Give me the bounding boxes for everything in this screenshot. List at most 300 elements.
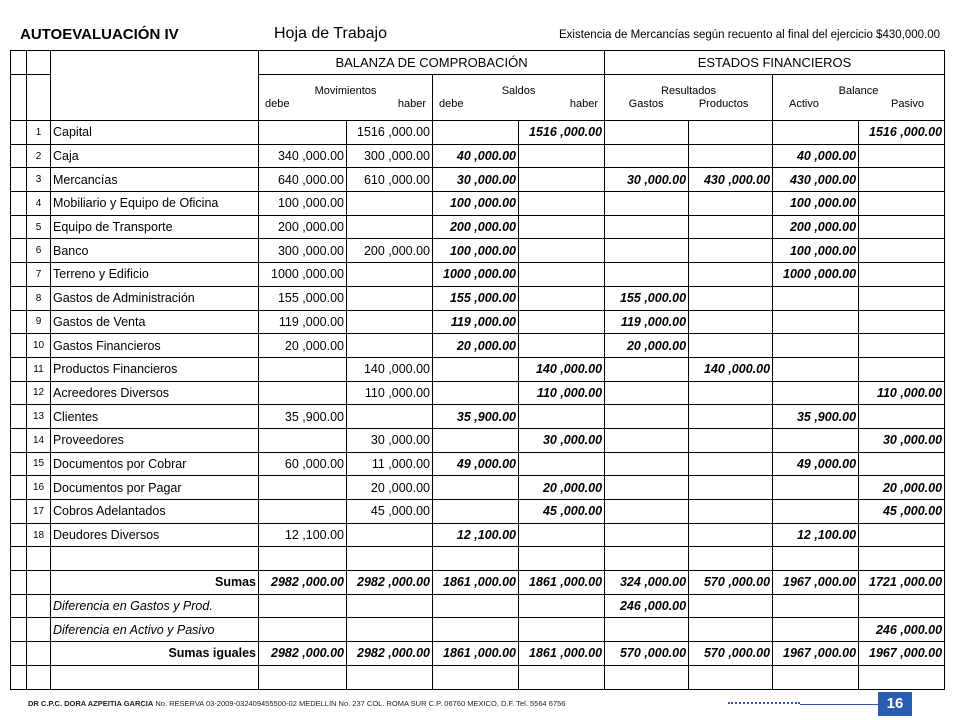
footer-text <box>28 699 565 708</box>
saldo-haber-cell <box>519 594 605 618</box>
saldo-debe-cell <box>433 594 519 618</box>
gastos-cell <box>605 500 689 524</box>
activo-cell <box>773 594 859 618</box>
gastos-cell <box>605 192 689 216</box>
account-name: Clientes <box>51 405 259 429</box>
blank-cell <box>519 665 605 689</box>
saldo-debe-cell <box>433 500 519 524</box>
blank-cell <box>11 381 27 405</box>
haber-label: haber <box>569 97 599 110</box>
saldo-haber-cell: 1861 ,000.00 <box>519 642 605 666</box>
productos-cell <box>689 381 773 405</box>
blank-cell <box>27 642 51 666</box>
blank-cell <box>605 547 689 571</box>
diferencia-ap-row <box>11 618 945 642</box>
mov-haber-cell: 1516 ,000.00 <box>347 121 433 145</box>
activo-cell <box>773 381 859 405</box>
pasivo-cell <box>859 263 945 287</box>
pasivo-cell: 110 ,000.00 <box>859 381 945 405</box>
mov-haber-cell <box>347 215 433 239</box>
activo-cell <box>773 476 859 500</box>
activo-cell: 100 ,000.00 <box>773 192 859 216</box>
pasivo-cell <box>859 452 945 476</box>
account-name: Productos Financieros <box>51 357 259 381</box>
activo-cell: 100 ,000.00 <box>773 239 859 263</box>
inventory-note: Existencia de Mercancías según recuento al final del ejercicio $430,000.00 <box>558 29 940 41</box>
saldo-debe-cell: 30 ,000.00 <box>433 168 519 192</box>
blank-cell <box>11 310 27 334</box>
row-number: 4 <box>27 192 51 216</box>
pasivo-label: Pasivo <box>891 97 925 110</box>
blank-cell <box>11 476 27 500</box>
row-number: 14 <box>27 428 51 452</box>
diferencia-gp-row <box>11 594 945 618</box>
haber-label: haber <box>397 97 426 110</box>
gastos-cell <box>605 618 689 642</box>
mov-haber-cell: 610 ,000.00 <box>347 168 433 192</box>
mov-haber-cell: 300 ,000.00 <box>347 144 433 168</box>
pasivo-cell: 1516 ,000.00 <box>859 121 945 145</box>
gastos-cell <box>605 405 689 429</box>
productos-cell <box>689 500 773 524</box>
table-row <box>11 215 945 239</box>
table-row <box>11 286 945 310</box>
table-row <box>11 452 945 476</box>
blank-cell <box>773 547 859 571</box>
gastos-cell <box>605 476 689 500</box>
activo-cell <box>773 357 859 381</box>
blank-cell <box>51 665 259 689</box>
pasivo-cell <box>859 310 945 334</box>
mov-debe-cell <box>259 594 347 618</box>
productos-cell <box>689 239 773 263</box>
saldo-debe-cell <box>433 428 519 452</box>
account-name: Gastos de Administración <box>51 286 259 310</box>
mov-haber-cell: 11 ,000.00 <box>347 452 433 476</box>
blank-cell <box>51 51 259 75</box>
productos-cell <box>689 594 773 618</box>
row-number: 1 <box>27 121 51 145</box>
saldo-debe-cell: 100 ,000.00 <box>433 192 519 216</box>
blank-cell <box>11 618 27 642</box>
account-name: Gastos de Venta <box>51 310 259 334</box>
mov-haber-cell: 110 ,000.00 <box>347 381 433 405</box>
productos-cell: 570 ,000.00 <box>689 571 773 595</box>
row-number: 10 <box>27 334 51 358</box>
mov-haber-cell: 30 ,000.00 <box>347 428 433 452</box>
pasivo-cell: 1967 ,000.00 <box>859 642 945 666</box>
gastos-cell: 119 ,000.00 <box>605 310 689 334</box>
productos-cell: 570 ,000.00 <box>689 642 773 666</box>
blank-cell <box>27 547 51 571</box>
activo-label: Activo <box>789 97 819 110</box>
saldo-haber-cell <box>519 452 605 476</box>
saldo-debe-cell: 35 ,900.00 <box>433 405 519 429</box>
productos-cell <box>689 286 773 310</box>
balance-label: Balance <box>838 84 879 97</box>
pasivo-cell <box>859 594 945 618</box>
saldo-haber-cell: 110 ,000.00 <box>519 381 605 405</box>
blank-cell <box>51 75 259 121</box>
blank-cell <box>689 665 773 689</box>
table-row <box>11 500 945 524</box>
productos-cell <box>689 476 773 500</box>
table-row <box>11 263 945 287</box>
row-number: 3 <box>27 168 51 192</box>
account-name: Gastos Financieros <box>51 334 259 358</box>
mov-debe-cell: 2982 ,000.00 <box>259 571 347 595</box>
blank-cell <box>51 547 259 571</box>
mov-debe-cell: 119 ,000.00 <box>259 310 347 334</box>
saldo-haber-cell <box>519 144 605 168</box>
blank-cell <box>11 405 27 429</box>
pasivo-cell: 246 ,000.00 <box>859 618 945 642</box>
table-row <box>11 310 945 334</box>
saldo-haber-cell <box>519 263 605 287</box>
mov-debe-cell <box>259 500 347 524</box>
blank-cell <box>11 334 27 358</box>
pasivo-cell <box>859 523 945 547</box>
gastos-cell: 30 ,000.00 <box>605 168 689 192</box>
productos-cell <box>689 405 773 429</box>
row-number: 13 <box>27 405 51 429</box>
saldo-haber-cell <box>519 334 605 358</box>
row-number: 12 <box>27 381 51 405</box>
blank-cell <box>11 547 27 571</box>
sumas-iguales-label: Sumas iguales <box>51 642 259 666</box>
worksheet-table <box>10 50 945 690</box>
row-number: 6 <box>27 239 51 263</box>
saldo-debe-cell: 49 ,000.00 <box>433 452 519 476</box>
gastos-cell: 155 ,000.00 <box>605 286 689 310</box>
pasivo-cell <box>859 144 945 168</box>
mov-haber-cell <box>347 192 433 216</box>
blank-cell <box>11 357 27 381</box>
row-number: 7 <box>27 263 51 287</box>
resultados-label: Resultados <box>661 84 717 97</box>
mov-haber-cell: 2982 ,000.00 <box>347 642 433 666</box>
pasivo-cell: 1721 ,000.00 <box>859 571 945 595</box>
mov-haber-cell: 45 ,000.00 <box>347 500 433 524</box>
row-number: 8 <box>27 286 51 310</box>
blank-row <box>11 547 945 571</box>
blank-cell <box>605 665 689 689</box>
saldo-haber-cell <box>519 192 605 216</box>
row-number: 18 <box>27 523 51 547</box>
blank-cell <box>433 665 519 689</box>
movimientos-header <box>259 75 433 121</box>
blank-cell <box>259 547 347 571</box>
row-number: 5 <box>27 215 51 239</box>
saldo-haber-cell <box>519 168 605 192</box>
productos-cell <box>689 523 773 547</box>
table-row <box>11 357 945 381</box>
gastos-cell <box>605 215 689 239</box>
blank-cell <box>11 51 27 75</box>
gastos-label: Gastos <box>628 97 664 110</box>
account-name: Cobros Adelantados <box>51 500 259 524</box>
pasivo-cell <box>859 405 945 429</box>
activo-cell: 200 ,000.00 <box>773 215 859 239</box>
header-row-2 <box>11 75 945 121</box>
blank-cell <box>11 121 27 145</box>
table-row <box>11 192 945 216</box>
table-row <box>11 476 945 500</box>
productos-label: Productos <box>698 97 749 110</box>
blank-cell <box>11 239 27 263</box>
table-row <box>11 428 945 452</box>
gastos-cell: 324 ,000.00 <box>605 571 689 595</box>
productos-cell: 430 ,000.00 <box>689 168 773 192</box>
saldo-haber-cell: 1861 ,000.00 <box>519 571 605 595</box>
mov-debe-cell <box>259 428 347 452</box>
account-name: Mercancías <box>51 168 259 192</box>
saldo-haber-cell <box>519 310 605 334</box>
blank-cell <box>347 665 433 689</box>
mov-haber-cell: 140 ,000.00 <box>347 357 433 381</box>
activo-cell: 35 ,900.00 <box>773 405 859 429</box>
mov-haber-cell <box>347 310 433 334</box>
activo-cell: 430 ,000.00 <box>773 168 859 192</box>
saldo-haber-cell: 45 ,000.00 <box>519 500 605 524</box>
saldo-debe-cell <box>433 381 519 405</box>
productos-cell <box>689 310 773 334</box>
blank-cell <box>689 547 773 571</box>
activo-cell <box>773 310 859 334</box>
gastos-cell <box>605 381 689 405</box>
gastos-cell <box>605 121 689 145</box>
gastos-cell <box>605 523 689 547</box>
table-row <box>11 168 945 192</box>
mov-debe-cell: 200 ,000.00 <box>259 215 347 239</box>
saldos-label: Saldos <box>501 84 536 97</box>
activo-cell <box>773 286 859 310</box>
productos-cell <box>689 618 773 642</box>
pasivo-cell: 30 ,000.00 <box>859 428 945 452</box>
saldo-debe-cell: 119 ,000.00 <box>433 310 519 334</box>
mov-haber-cell: 2982 ,000.00 <box>347 571 433 595</box>
mov-haber-cell <box>347 594 433 618</box>
footer-address: No. RESERVA 03-2009-032409455500-02 MEDELLIN No. 237 COL. ROMA SUR C.P. 06760 MEXICO, D.F. Tel. 5564 6756 <box>153 699 566 708</box>
saldo-haber-cell: 1516 ,000.00 <box>519 121 605 145</box>
gastos-cell <box>605 452 689 476</box>
account-name: Caja <box>51 144 259 168</box>
footer-dotted-line <box>728 702 800 704</box>
blank-cell <box>27 618 51 642</box>
diferencia-gp-label: Diferencia en Gastos y Prod. <box>51 594 259 618</box>
blank-cell <box>11 192 27 216</box>
blank-cell <box>11 75 27 121</box>
gastos-cell: 246 ,000.00 <box>605 594 689 618</box>
saldo-debe-cell <box>433 121 519 145</box>
blank-cell <box>11 168 27 192</box>
header-row-1 <box>11 51 945 75</box>
row-number: 2 <box>27 144 51 168</box>
saldo-debe-cell: 1000 ,000.00 <box>433 263 519 287</box>
account-name: Documentos por Cobrar <box>51 452 259 476</box>
productos-cell <box>689 215 773 239</box>
pasivo-cell <box>859 192 945 216</box>
activo-cell: 1000 ,000.00 <box>773 263 859 287</box>
sumas-label: Sumas <box>51 571 259 595</box>
page-subtitle: Hoja de Trabajo <box>274 25 387 42</box>
gastos-cell: 20 ,000.00 <box>605 334 689 358</box>
mov-debe-cell: 300 ,000.00 <box>259 239 347 263</box>
mov-debe-cell: 155 ,000.00 <box>259 286 347 310</box>
blank-cell <box>27 594 51 618</box>
diferencia-ap-label: Diferencia en Activo y Pasivo <box>51 618 259 642</box>
blank-cell <box>259 665 347 689</box>
blank-row <box>11 665 945 689</box>
saldo-debe-cell: 200 ,000.00 <box>433 215 519 239</box>
sumas-iguales-row <box>11 642 945 666</box>
saldo-haber-cell <box>519 523 605 547</box>
footer-author: DR C.P.C. DORA AZPEITIA GARCIA <box>28 699 154 708</box>
productos-cell <box>689 144 773 168</box>
mov-debe-cell <box>259 381 347 405</box>
saldo-debe-cell: 1861 ,000.00 <box>433 642 519 666</box>
blank-cell <box>11 452 27 476</box>
pasivo-cell <box>859 239 945 263</box>
saldo-debe-cell: 155 ,000.00 <box>433 286 519 310</box>
productos-cell <box>689 192 773 216</box>
blank-cell <box>11 428 27 452</box>
activo-cell: 49 ,000.00 <box>773 452 859 476</box>
row-number: 11 <box>27 357 51 381</box>
activo-cell <box>773 121 859 145</box>
saldo-debe-cell: 40 ,000.00 <box>433 144 519 168</box>
activo-cell: 12 ,100.00 <box>773 523 859 547</box>
blank-cell <box>519 547 605 571</box>
activo-cell <box>773 428 859 452</box>
mov-haber-cell <box>347 286 433 310</box>
mov-debe-cell: 2982 ,000.00 <box>259 642 347 666</box>
saldo-debe-cell <box>433 618 519 642</box>
saldo-haber-cell: 20 ,000.00 <box>519 476 605 500</box>
mov-debe-cell: 100 ,000.00 <box>259 192 347 216</box>
gastos-cell <box>605 357 689 381</box>
blank-cell <box>27 571 51 595</box>
table-row <box>11 121 945 145</box>
blank-cell <box>859 547 945 571</box>
mov-haber-cell <box>347 523 433 547</box>
debe-label: debe <box>265 97 290 110</box>
mov-debe-cell: 35 ,900.00 <box>259 405 347 429</box>
activo-cell: 1967 ,000.00 <box>773 642 859 666</box>
table-row <box>11 144 945 168</box>
account-name: Terreno y Edificio <box>51 263 259 287</box>
gastos-cell <box>605 144 689 168</box>
activo-cell <box>773 334 859 358</box>
blank-cell <box>11 665 27 689</box>
account-name: Deudores Diversos <box>51 523 259 547</box>
saldo-debe-cell: 1861 ,000.00 <box>433 571 519 595</box>
page-header <box>0 26 960 46</box>
mov-haber-cell: 20 ,000.00 <box>347 476 433 500</box>
gastos-cell <box>605 263 689 287</box>
blank-cell <box>11 263 27 287</box>
account-name: Banco <box>51 239 259 263</box>
resultados-header <box>605 75 773 121</box>
saldo-debe-cell: 20 ,000.00 <box>433 334 519 358</box>
productos-cell <box>689 452 773 476</box>
account-name: Acreedores Diversos <box>51 381 259 405</box>
blank-cell <box>27 665 51 689</box>
pasivo-cell <box>859 334 945 358</box>
gastos-cell <box>605 428 689 452</box>
page-number: 16 <box>878 692 912 716</box>
mov-debe-cell: 640 ,000.00 <box>259 168 347 192</box>
blank-cell <box>11 286 27 310</box>
row-number: 16 <box>27 476 51 500</box>
mov-haber-cell: 200 ,000.00 <box>347 239 433 263</box>
blank-cell <box>11 571 27 595</box>
blank-cell <box>11 500 27 524</box>
table-row <box>11 405 945 429</box>
blank-cell <box>773 665 859 689</box>
pasivo-cell <box>859 215 945 239</box>
productos-cell: 140 ,000.00 <box>689 357 773 381</box>
mov-haber-cell <box>347 405 433 429</box>
account-name: Equipo de Transporte <box>51 215 259 239</box>
pasivo-cell <box>859 286 945 310</box>
blank-cell <box>433 547 519 571</box>
productos-cell <box>689 121 773 145</box>
mov-debe-cell: 340 ,000.00 <box>259 144 347 168</box>
activo-cell: 1967 ,000.00 <box>773 571 859 595</box>
balanza-header: BALANZA DE COMPROBACIÓN <box>259 51 605 75</box>
debe-label: debe <box>439 97 464 110</box>
blank-cell <box>11 215 27 239</box>
pasivo-cell: 20 ,000.00 <box>859 476 945 500</box>
account-name: Documentos por Pagar <box>51 476 259 500</box>
account-name: Proveedores <box>51 428 259 452</box>
productos-cell <box>689 428 773 452</box>
blank-cell <box>11 144 27 168</box>
estados-header: ESTADOS FINANCIEROS <box>605 51 945 75</box>
table-row <box>11 334 945 358</box>
mov-debe-cell: 1000 ,000.00 <box>259 263 347 287</box>
balance-header <box>773 75 945 121</box>
saldo-debe-cell: 100 ,000.00 <box>433 239 519 263</box>
saldo-debe-cell: 12 ,100.00 <box>433 523 519 547</box>
mov-haber-cell <box>347 263 433 287</box>
mov-debe-cell <box>259 618 347 642</box>
activo-cell <box>773 500 859 524</box>
mov-debe-cell <box>259 357 347 381</box>
mov-debe-cell: 20 ,000.00 <box>259 334 347 358</box>
saldo-debe-cell <box>433 476 519 500</box>
saldo-haber-cell <box>519 286 605 310</box>
blank-cell <box>11 523 27 547</box>
saldo-haber-cell <box>519 215 605 239</box>
blank-cell <box>859 665 945 689</box>
row-number: 9 <box>27 310 51 334</box>
productos-cell <box>689 334 773 358</box>
footer-line <box>800 704 880 705</box>
blank-cell <box>27 51 51 75</box>
saldo-haber-cell <box>519 239 605 263</box>
row-number: 17 <box>27 500 51 524</box>
sumas-row <box>11 571 945 595</box>
productos-cell <box>689 263 773 287</box>
mov-debe-cell <box>259 476 347 500</box>
pasivo-cell <box>859 168 945 192</box>
mov-debe-cell: 12 ,100.00 <box>259 523 347 547</box>
account-name: Mobiliario y Equipo de Oficina <box>51 192 259 216</box>
mov-haber-cell <box>347 618 433 642</box>
saldo-haber-cell <box>519 618 605 642</box>
